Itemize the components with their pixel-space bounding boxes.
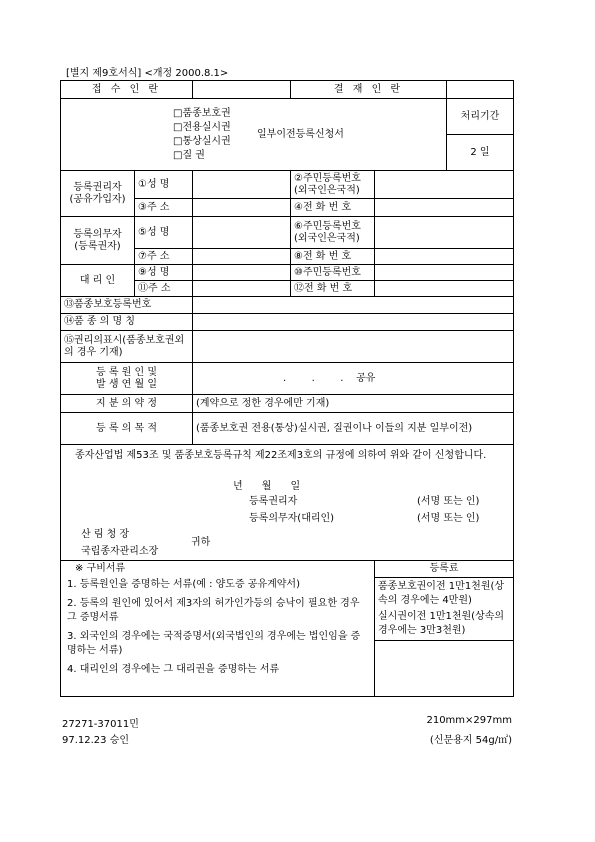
purpose-label: 등 록 의 목 적 [61,413,193,445]
form-header [66,64,228,79]
agent-id-label: ⑩주민등록번호 [291,265,375,281]
declaration-block [61,445,514,561]
agent-id-input[interactable] [375,265,514,281]
obligor-name-input[interactable] [193,217,291,249]
gwiha-label: 귀하 [191,537,211,548]
agent-phone-label: ⑫전 화 번 호 [291,281,375,297]
addressee-seed-office: 국립종자관리소장 [81,546,159,557]
registration-number-label: ⑬품종보호등록번호 [61,297,193,314]
cause-label: 등 록 원 인 및 발 생 연 월 일 [61,363,193,395]
variety-name-input[interactable] [193,314,514,331]
agent-name-input[interactable] [193,265,291,281]
right-description-label: ⑮권리의표시(품종보호권외의 경우 기재) [61,331,193,363]
obligor-phone-input[interactable] [375,249,514,265]
option-exclusive-license[interactable]: □전용실시권 [173,121,231,133]
document-item: 2. 등록의 원인에 있어서 제3자의 허가인가등의 승낙이 필요한 경우 그 증명서류 [67,598,360,623]
cause-value[interactable]: . . . 공유 [193,363,514,395]
registrant-phone-label: ④전 화 번 호 [291,199,375,217]
option-pledge[interactable]: □질 권 [173,149,205,161]
purpose-value[interactable]: (품종보호권 전용(통상)실시권, 질권이나 이들의 지분 일부이전) [193,413,514,445]
obligor-signature[interactable]: (서명 또는 인) [417,513,480,524]
fee-title: 등록료 [375,561,513,578]
obligor-name-label: ⑤성 명 [135,217,193,249]
paper-size: 210mm×297mm [426,715,512,726]
option-nonexclusive-license[interactable]: □통상실시권 [173,135,231,147]
registrant-name-input[interactable] [193,171,291,199]
declaration-text: 종자산업법 제53조 및 품종보호등록규칙 제22조제3호의 규정에 의하여 위와 같이 신청합니다. [75,450,487,461]
fee-block [375,561,514,697]
variety-name-label: ⑭품 종 의 명 칭 [61,314,193,331]
registrant-id-label: ②주민등록번호 (외국인은국적) [291,171,375,199]
option-variety-right[interactable]: □품종보호권 [173,107,231,119]
document-item: 4. 대리인의 경우에는 그 대리권을 증명하는 서류 [67,664,280,675]
agent-address-label: ⑪주 소 [135,281,193,297]
obligor-id-label: ⑥주민등록번호 (외국인은국적) [291,217,375,249]
registrant-signature[interactable]: (서명 또는 인) [417,496,480,507]
required-documents-title: ※ 구비서류 [75,563,126,574]
fee-transfer: 품종보호권이전 1만1천원(상속의 경우에는 4만원) [378,581,505,606]
processing-period-label: 처리기간 [447,99,514,135]
date-line[interactable]: 년 월 일 [233,481,301,492]
agent-name-label: ⑨성 명 [135,265,193,281]
registrant-address-label: ③주 소 [135,199,193,217]
agent-label: 대 리 인 [61,265,135,297]
form-number: [별지 제9호서식] [66,68,142,79]
share-agreement-label: 지 분 의 약 정 [61,395,193,413]
agent-phone-input[interactable] [375,281,514,297]
paper-type: (신문용지 54g/㎡) [429,735,512,746]
registrant-phone-input[interactable] [375,199,514,217]
obligor-id-input[interactable] [375,217,514,249]
form-code: 27271-37011민 [62,719,139,730]
registrant-address-input[interactable] [193,199,291,217]
document-item: 3. 외국인의 경우에는 국적증명서(외국법인의 경우에는 법인임을 증명하는 서류) [67,631,361,656]
fee-license: 실시권이전 1만1천원(상속의 경우에는 3만3천원) [375,610,513,641]
obligor-label: 등록의무자 (등록권자) [61,217,135,265]
registrant-name-label: ①성 명 [135,171,193,199]
approver-value[interactable] [447,81,514,99]
registrant-label: 등록권리자 (공유가입자) [61,171,135,217]
receiver-value[interactable] [193,81,291,99]
title-block [61,99,447,171]
approver-field: 결 재 인 란 [291,81,447,99]
share-agreement-value[interactable]: (계약으로 정한 경우에만 기재) [193,395,514,413]
required-documents [61,561,375,697]
revision-note: <개정 2000.8.1> [144,68,229,79]
right-description-input[interactable] [193,331,514,363]
obligor-sign-label: 등록의무자(대리인) [249,513,335,524]
registrant-id-input[interactable] [375,171,514,199]
receiver-field: 접 수 인 란 [61,81,193,99]
approval-date: 97.12.23 승인 [62,735,130,746]
obligor-address-input[interactable] [193,249,291,265]
processing-period-value: 2 일 [447,135,514,171]
application-form-table [60,80,514,697]
agent-address-input[interactable] [193,281,291,297]
obligor-address-label: ⑦주 소 [135,249,193,265]
obligor-phone-label: ⑧전 화 번 호 [291,249,375,265]
document-item: 1. 등록원인을 증명하는 서류(예 : 양도증 공유계약서) [67,579,300,590]
form-title: 일부이전등록신청서 [257,128,344,140]
registration-number-input[interactable] [193,297,514,314]
registrant-sign-label: 등록권리자 [249,496,298,507]
addressee-forest-service: 산 림 청 장 [81,529,130,540]
